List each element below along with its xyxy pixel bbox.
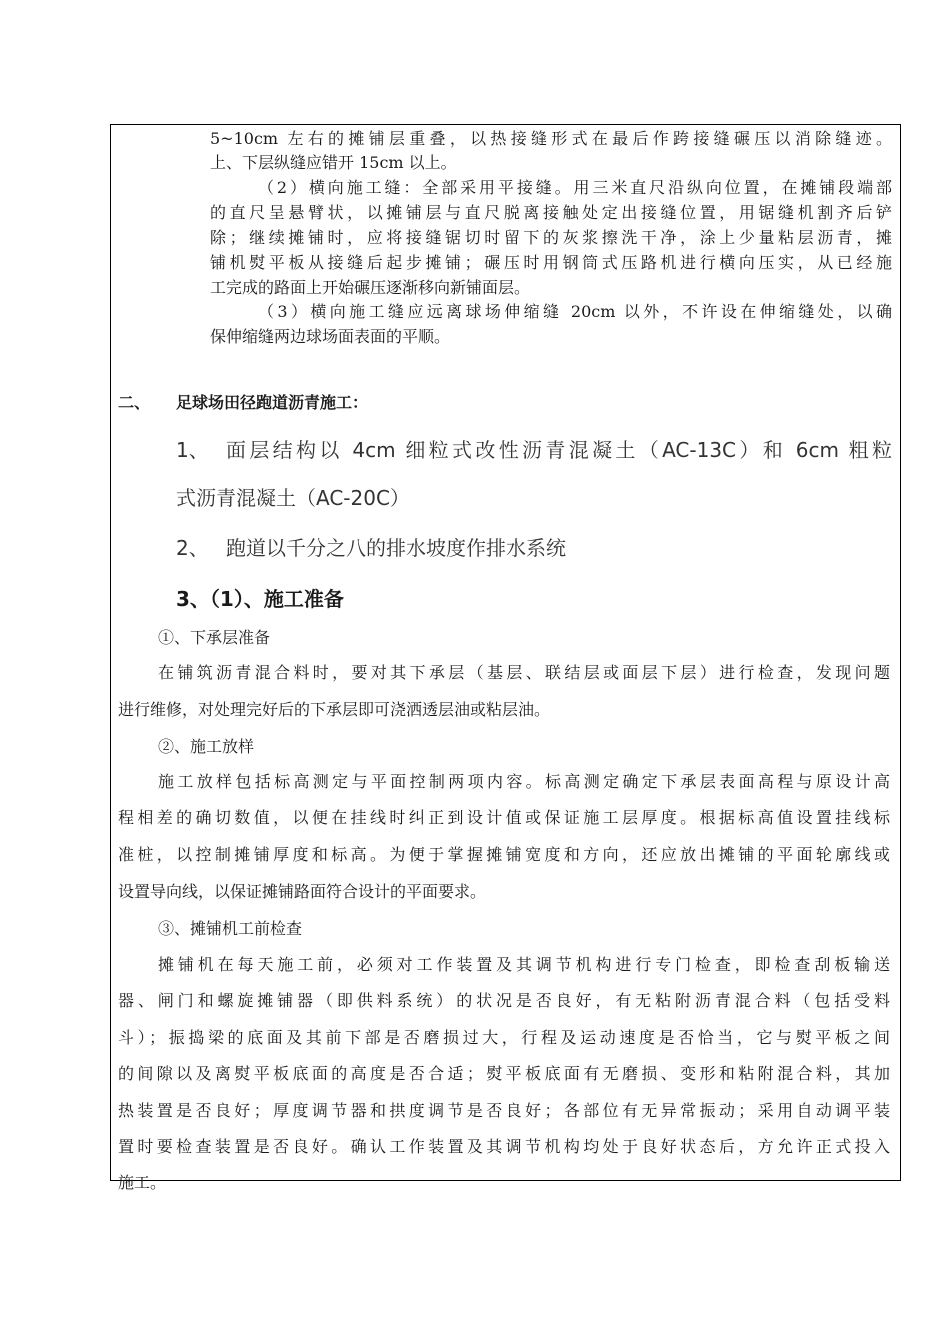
sub2-line2: 程相差的确切数值，以便在挂线时纠正到设计值或保证施工层厚度。根据标高值设置挂线标 (118, 808, 890, 827)
para2-line5: 工完成的路面上开始碾压逐渐移向新铺面层。 (210, 278, 531, 297)
section-number: 二、 (118, 393, 151, 412)
item3-heading: 3、（1）、施工准备 (176, 587, 344, 611)
para2-line1: （2）横向施工缝：全部采用平接缝。用三米直尺沿纵向位置，在摊铺段端部 (258, 178, 892, 197)
sub3-line1: 摊铺机在每天施工前，必须对工作装置及其调节机构进行专门检查，即检查刮板输送 (158, 955, 890, 974)
sub3-line6: 置时要检查装置是否良好。确认工作装置及其调节机构均处于良好状态后，方允许正式投入 (118, 1137, 890, 1156)
sub1-title: ①、下承层准备 (158, 628, 271, 647)
section-title: 足球场田径跑道沥青施工： (176, 393, 369, 412)
para1-line2: 上、下层纵缝应错开 15cm 以上。 (210, 153, 457, 172)
sub3-line5: 热装置是否良好；厚度调节器和拱度调节是否良好；各部位有无异常振动；采用自动调平装 (118, 1101, 890, 1120)
item1-line2: 式沥青混凝土（AC-20C） (176, 486, 410, 510)
para1-line1: 5~10cm 左右的摊铺层重叠，以热接缝形式在最后作跨接缝碾压以消除缝迹。 (210, 129, 892, 148)
sub3-line2: 器、闸门和螺旋摊铺器（即供料系统）的状况是否良好，有无粘附沥青混合料（包括受料 (118, 991, 890, 1010)
item1-line1: 面层结构以 4cm 细粒式改性沥青混凝土（AC-13C）和 6cm 粗粒 (226, 438, 892, 462)
sub1-line1: 在铺筑沥青混合料时，要对其下承层（基层、联结层或面层下层）进行检查，发现问题 (158, 663, 890, 682)
sub2-line3: 准桩，以控制摊铺厚度和标高。为便于掌握摊铺宽度和方向，还应放出摊铺的平面轮廓线或 (118, 845, 890, 864)
item2-text: 跑道以千分之八的排水坡度作排水系统 (226, 536, 566, 560)
sub2-line4: 设置导向线，以保证摊铺路面符合设计的平面要求。 (118, 882, 487, 901)
para2-line3: 除；继续摊铺时，应将接缝锯切时留下的灰浆擦洗干净，涂上少量粘层沥青，摊 (210, 228, 892, 247)
sub3-title: ③、摊铺机工前检查 (158, 919, 303, 938)
para3-line2: 保伸缩缝两边球场面表面的平顺。 (210, 327, 451, 346)
para2-line2: 的直尺呈悬臂状，以摊铺层与直尺脱离接触处定出接缝位置，用锯缝机割齐后铲 (210, 203, 892, 222)
para2-line4: 铺机熨平板从接缝后起步摊铺；碾压时用钢筒式压路机进行横向压实，从已经施 (210, 253, 892, 272)
sub3-line3: 斗）；振捣梁的底面及其前下部是否磨损过大，行程及运动速度是否恰当，它与熨平板之间 (118, 1028, 890, 1047)
sub3-line4: 的间隙以及离熨平板底面的高度是否合适；熨平板底面有无磨损、变形和粘附混合料，其加 (118, 1064, 890, 1083)
item1-number: 1、 (176, 438, 209, 462)
sub1-line2: 进行维修，对处理完好后的下承层即可浇洒透层油或粘层油。 (118, 700, 551, 719)
para3-line1: （3）横向施工缝应远离球场伸缩缝 20cm 以外，不许设在伸缩缝处，以确 (258, 302, 892, 321)
sub2-title: ②、施工放样 (158, 737, 255, 756)
sub3-line7: 施工。 (118, 1173, 167, 1192)
sub2-line1: 施工放样包括标高测定与平面控制两项内容。标高测定确定下承层表面高程与原设计高 (158, 772, 890, 791)
item2-number: 2、 (176, 536, 209, 560)
